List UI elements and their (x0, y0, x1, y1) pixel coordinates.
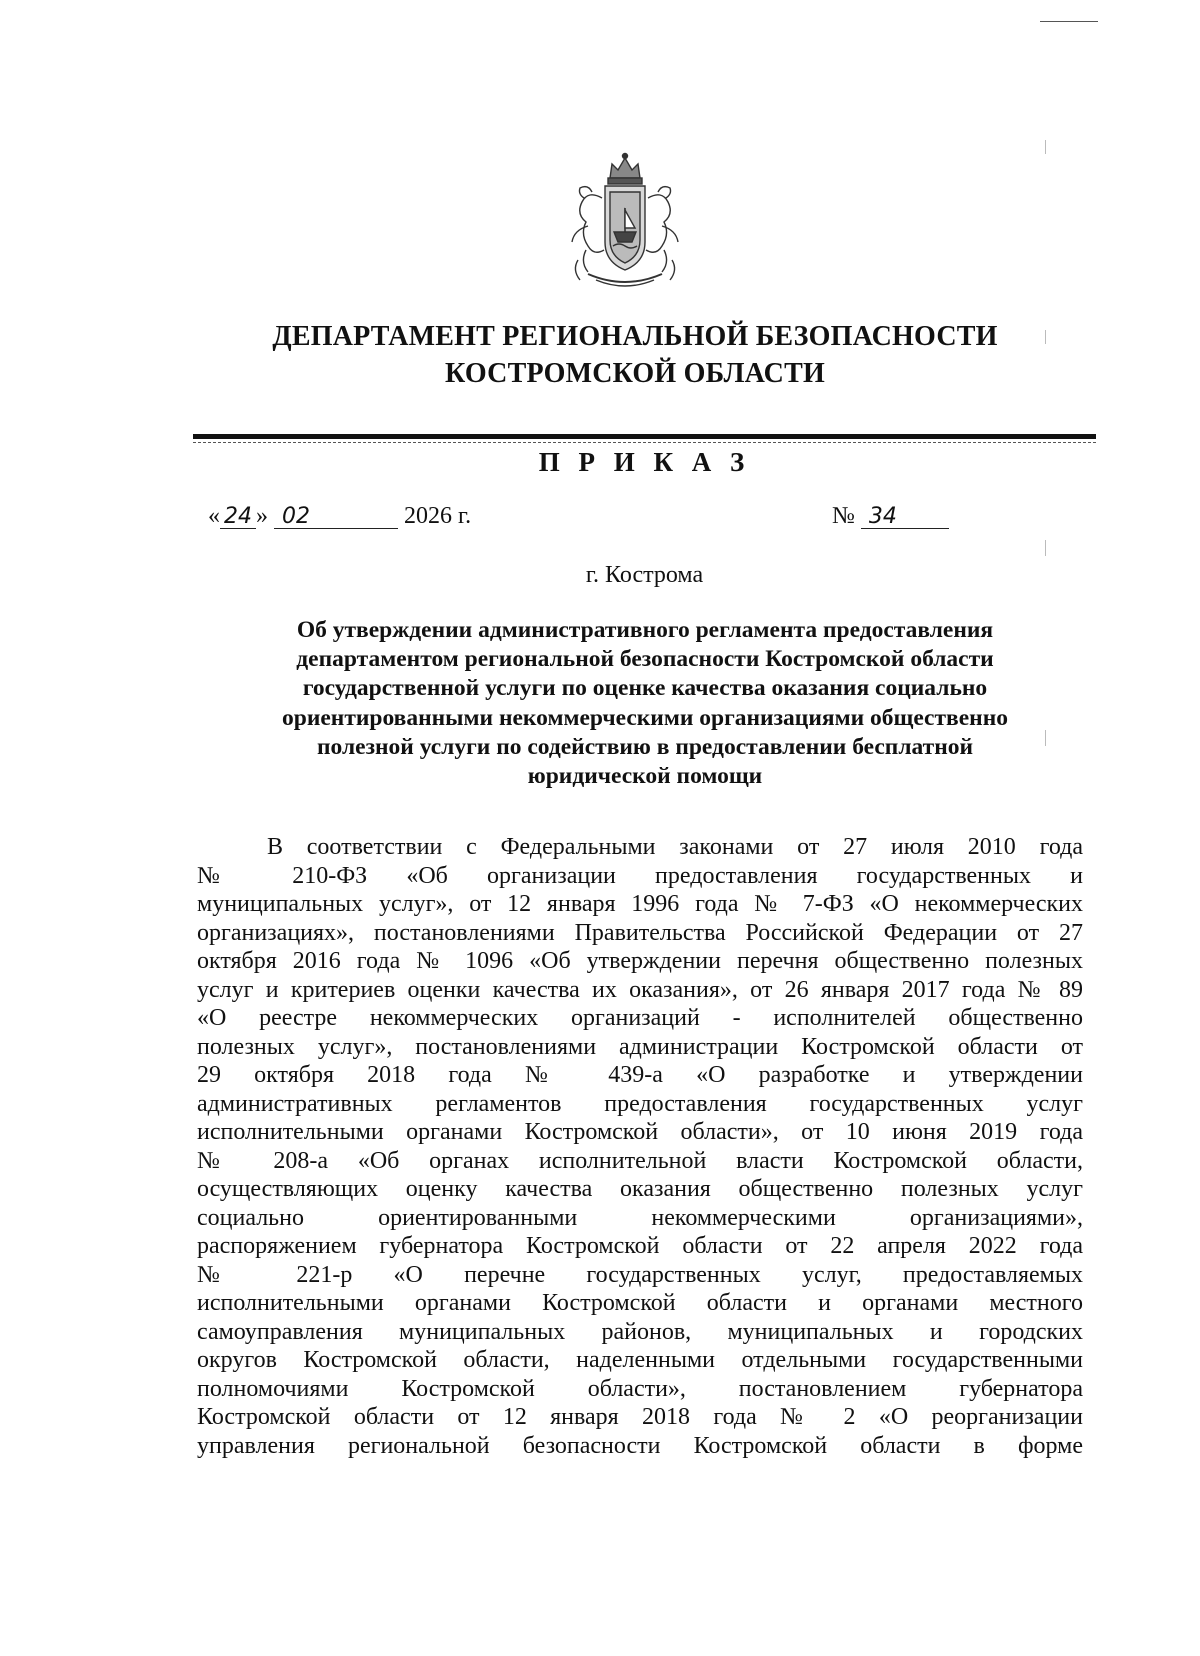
department-name-line1: ДЕПАРТАМЕНТ РЕГИОНАЛЬНОЙ БЕЗОПАСНОСТИ (272, 321, 998, 352)
body-line: полномочиями Костромской области», постановлением губернатора (197, 1375, 1083, 1402)
body-line: октября 2016 года № 1096 «Об утверждении перечня общественно полезных (197, 948, 1083, 974)
subject-line: департаментом региональной безопасности Костромской области (296, 646, 994, 673)
body-line: услуг и критериев оценки качества их оказания», от 26 января 2017 года № 89 (197, 976, 1083, 1003)
department-header (180, 318, 1090, 392)
subject-line: Об утверждении административного регламента предоставления (296, 617, 994, 643)
order-number (832, 503, 949, 530)
subject-line: государственной услуги по оценке качества оказания социально (302, 675, 988, 702)
subject-line: юридической помощи (527, 763, 763, 790)
subject-line: полезной услуги по содействию в предоставлении бесплатной (316, 733, 974, 760)
date-year: 2026 г. (404, 503, 472, 529)
body-line: № 210-ФЗ «Об организации предоставления государственных и (197, 862, 1083, 889)
body-line: № 221-р «О перечне государственных услуг, предоставляемых (197, 1261, 1083, 1288)
body-line: полезных услуг», постановлениями администрации Костромской области от (197, 1033, 1083, 1060)
body-line: распоряжением губернатора Костромской области от 22 апреля 2022 года (197, 1233, 1083, 1259)
number-value-handwritten: 34 (861, 506, 949, 529)
scan-edge-tick (1045, 540, 1046, 556)
body-line: управления региональной безопасности Костромской области в форме (197, 1432, 1083, 1459)
order-body (197, 833, 1083, 1460)
body-line: № 208-а «Об органах исполнительной власти Костромской области, (197, 1147, 1083, 1174)
date-month-handwritten: 02 (274, 506, 398, 529)
body-line: организациях», постановлениями Правительства Российской Федерации от 27 (197, 919, 1083, 946)
scan-edge-tick (1045, 140, 1046, 154)
order-date (208, 503, 471, 530)
subject-line: ориентированными некоммерческими организациями общественно (282, 704, 1008, 731)
header-rule-thick (193, 434, 1096, 439)
date-close-quote: » (256, 503, 268, 529)
header-rule-thin (193, 442, 1096, 443)
body-line: «О реестре некоммерческих организаций - исполнителей общественно (197, 1005, 1083, 1031)
number-label: № (832, 503, 855, 529)
body-line: исполнительными органами Костромской области и органами местного (197, 1290, 1083, 1316)
body-line: осуществляющих оценку качества оказания общественно полезных услуг (197, 1176, 1083, 1202)
coat-of-arms-emblem (558, 150, 692, 292)
order-city: г. Кострома (585, 562, 704, 588)
body-line: самоуправления муниципальных районов, муниципальных и городских (197, 1318, 1083, 1345)
order-title: П Р И К А З (538, 447, 751, 477)
date-open-quote: « (208, 503, 220, 529)
body-line: исполнительными органами Костромской области», от 10 июня 2019 года (197, 1119, 1083, 1145)
scan-edge-mark (1040, 21, 1098, 22)
body-line: 29 октября 2018 года № 439-а «О разработке и утверждении (197, 1062, 1083, 1088)
body-line: социально ориентированными некоммерческими организациями», (197, 1204, 1083, 1231)
date-day-handwritten: 24 (220, 506, 256, 529)
body-line: В соответствии с Федеральными законами от 27 июля 2010 года (267, 834, 1083, 860)
body-line: округов Костромской области, наделенными отдельными государственными (197, 1347, 1083, 1373)
department-name-line2: КОСТРОМСКОЙ ОБЛАСТИ (445, 358, 825, 389)
order-subject (210, 616, 1080, 791)
body-line: Костромской области от 12 января 2018 года № 2 «О реорганизации (197, 1404, 1083, 1430)
body-line: административных регламентов предоставления государственных услуг (197, 1090, 1083, 1117)
body-line: муниципальных услуг», от 12 января 1996 года № 7-ФЗ «О некоммерческих (197, 891, 1083, 917)
